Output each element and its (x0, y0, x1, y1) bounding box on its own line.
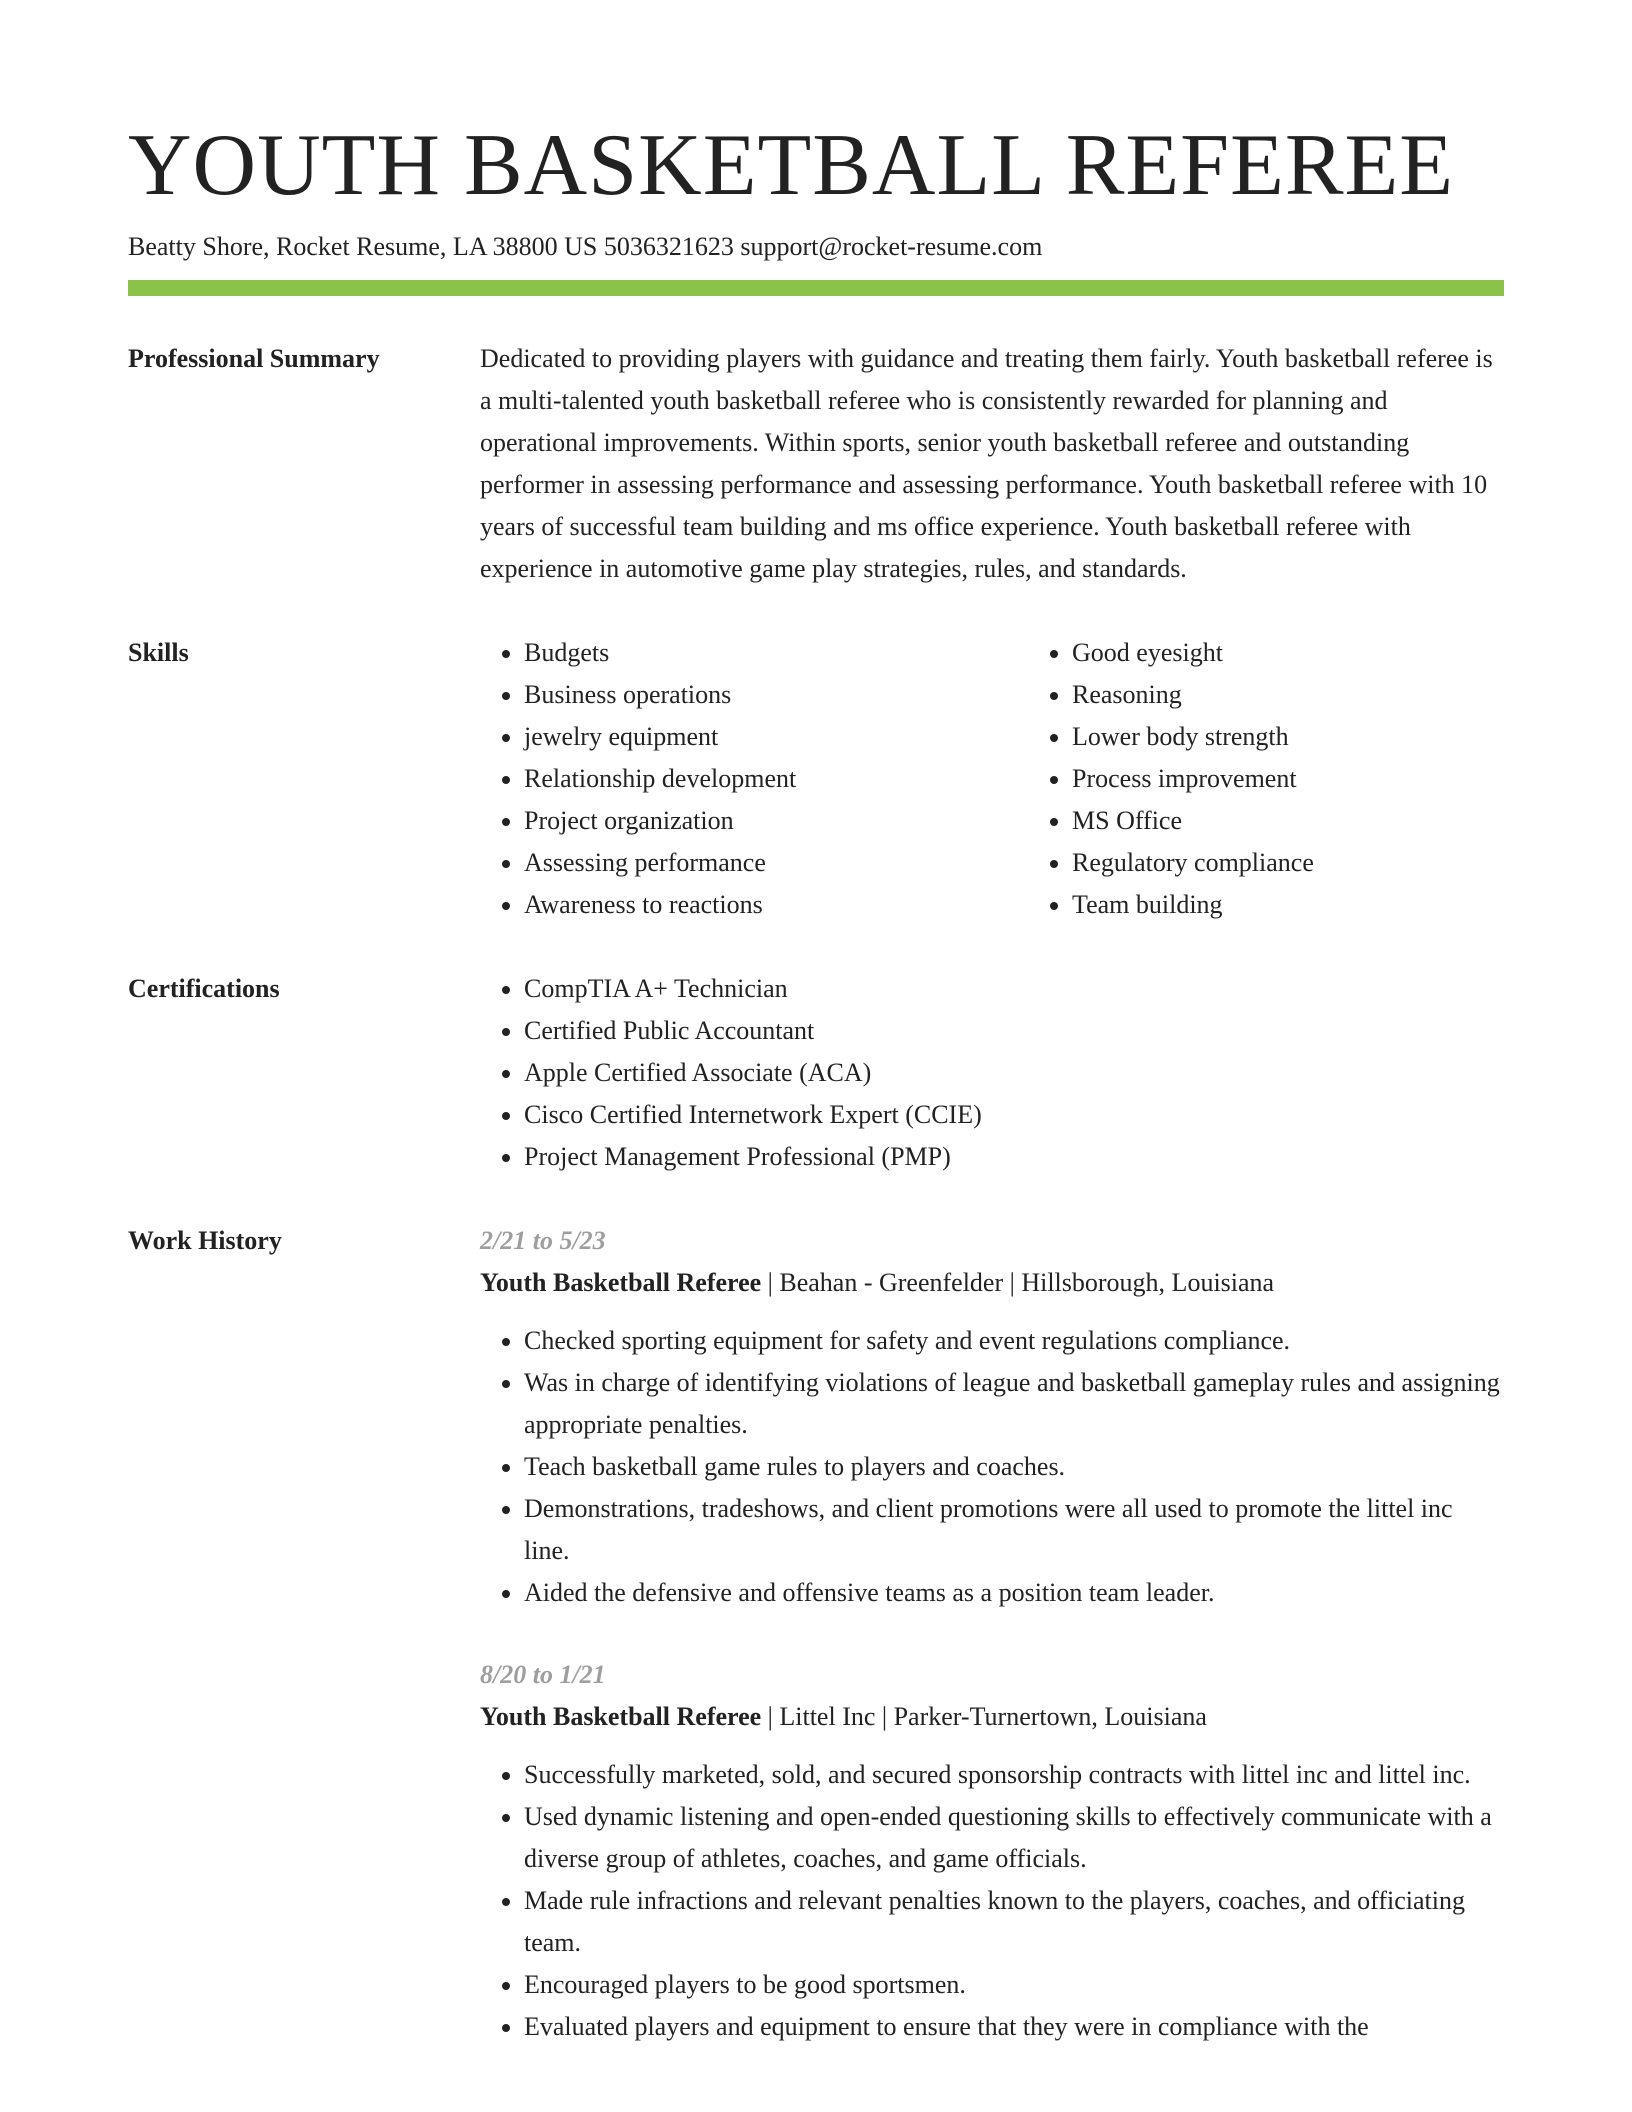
skills-column-2 (1028, 632, 1576, 926)
list-item: • Team building (1072, 884, 1576, 926)
list-item: • Checked sporting equipment for safety and event regulations compliance. (524, 1320, 1504, 1362)
list-item: • Apple Certified Associate (ACA) (524, 1052, 1504, 1094)
list-item: • Relationship development (524, 758, 1028, 800)
list-item: • Used dynamic listening and open-ended questioning skills to effectively communicate with a diverse group of athletes, coaches, and game officials. (524, 1796, 1504, 1880)
list-item: • Aided the defensive and offensive teams as a position team leader. (524, 1572, 1504, 1614)
resume-page (128, 117, 1504, 2088)
job-entry (480, 1654, 1504, 2048)
list-item: • Teach basketball game rules to players and coaches. (524, 1446, 1504, 1488)
header-divider (128, 280, 1504, 296)
list-item: • MS Office (1072, 800, 1576, 842)
list-item: • Reasoning (1072, 674, 1576, 716)
summary-section (128, 338, 1504, 590)
list-item: • Lower body strength (1072, 716, 1576, 758)
list-item: • Made rule infractions and relevant penalties known to the players, coaches, and officiating team. (524, 1880, 1504, 1964)
page-title: YOUTH BASKETBALL REFEREE (128, 117, 1455, 214)
list-item: • Cisco Certified Internetwork Expert (CCIE) (524, 1094, 1504, 1136)
list-item: • Regulatory compliance (1072, 842, 1576, 884)
list-item: • Project organization (524, 800, 1028, 842)
list-item: • Encouraged players to be good sportsmen. (524, 1964, 1504, 2006)
job-title: Youth Basketball Referee (480, 1268, 762, 1298)
list-item: • Process improvement (1072, 758, 1576, 800)
list-item: • CompTIA A+ Technician (524, 968, 1504, 1010)
section-label: Certifications (128, 974, 280, 1004)
list-item: • Demonstrations, tradeshows, and client promotions were all used to promote the littel inc line. (524, 1488, 1504, 1572)
summary-text: Dedicated to providing players with guidance and treating them fairly. Youth basketball referee is a multi-talented youth basketball referee who is consistently rewarded for planning and operational improvements. Within sports, senior youth basketball referee and outstanding performer in assessing performance and assessing performance. Youth basketball referee with 10 years of successful team building and ms office experience. Youth basketball referee with experience in automotive game play strategies, rules, and standards. (480, 344, 1493, 584)
list-item: • Assessing performance (524, 842, 1028, 884)
skills-column-1 (480, 632, 1028, 926)
work-history-section (128, 1220, 1504, 2088)
list-item: • jewelry equipment (524, 716, 1028, 758)
list-item: • Budgets (524, 632, 1028, 674)
contact-line: Beatty Shore, Rocket Resume, LA 38800 US 5036321623 support@rocket-resume.com (128, 232, 1043, 262)
job-heading (480, 1696, 1504, 1738)
list-item: • Certified Public Accountant (524, 1010, 1504, 1052)
job-heading (480, 1262, 1504, 1304)
skills-section (128, 632, 1504, 926)
job-title: Youth Basketball Referee (480, 1702, 762, 1732)
list-item: • Was in charge of identifying violations of league and basketball gameplay rules and assigning appropriate penalties. (524, 1362, 1504, 1446)
job-details: | Beahan - Greenfelder | Hillsborough, Louisiana (761, 1268, 1275, 1298)
certifications-section (128, 968, 1504, 1178)
job-dates: 2/21 to 5/23 (480, 1226, 606, 1256)
list-item: • Successfully marketed, sold, and secured sponsorship contracts with littel inc and littel inc. (524, 1754, 1504, 1796)
job-dates: 8/20 to 1/21 (480, 1660, 606, 1690)
job-bullets (480, 1320, 1504, 1614)
list-item: • Project Management Professional (PMP) (524, 1136, 1504, 1178)
section-label: Skills (128, 638, 189, 668)
section-label: Professional Summary (128, 344, 380, 374)
list-item: • Awareness to reactions (524, 884, 1028, 926)
job-entry (480, 1220, 1504, 1614)
job-bullets (480, 1754, 1504, 2048)
section-label: Work History (128, 1226, 282, 1256)
job-details: | Littel Inc | Parker-Turnertown, Louisiana (761, 1702, 1207, 1732)
list-item: • Business operations (524, 674, 1028, 716)
list-item: • Evaluated players and equipment to ensure that they were in compliance with the (524, 2006, 1504, 2048)
list-item: • Good eyesight (1072, 632, 1576, 674)
certifications-list (480, 968, 1504, 1178)
